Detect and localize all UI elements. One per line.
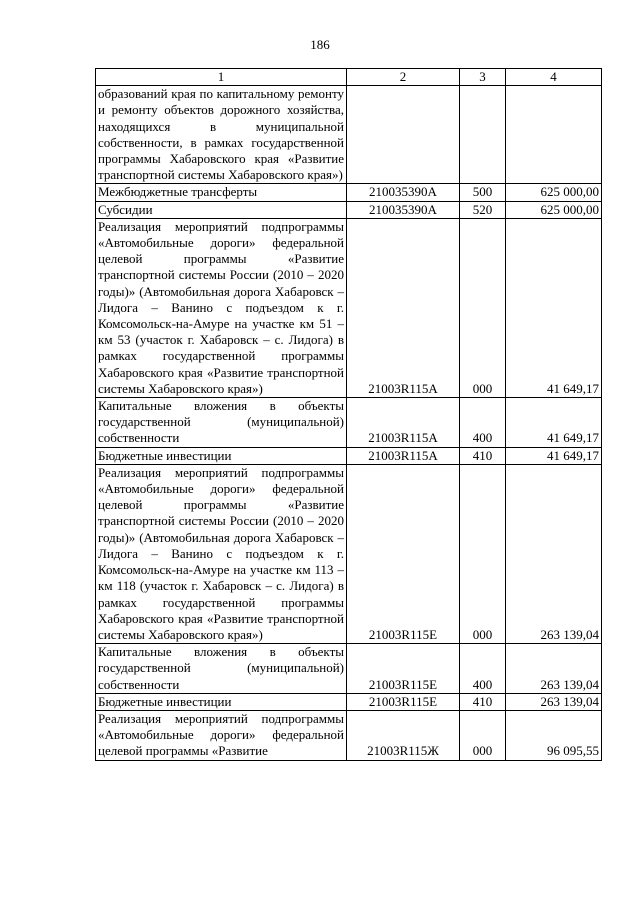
table-header-row — [96, 69, 602, 86]
table-row — [96, 447, 602, 464]
row-name: Реализация мероприятий подпрограммы «Автомобильные дороги» федеральной целевой программы «Развитие транспортной системы России (2010 – 2020 годы)» (Автомобильная дорога Хабаровск – Лидога – Ванино с подъездом к г. Комсомольск-на-Амуре на участке км 113 – км 118 (участок г. Хабаровск – с. Лидога) в рамках государственной программы Хабаровского края «Развитие транспортной системы Хабаровского края») — [96, 464, 347, 643]
page-number: 186 — [310, 37, 330, 52]
row-amount: 41 649,17 — [506, 447, 602, 464]
budget-table — [95, 68, 602, 761]
row-expense-type: 400 — [460, 398, 506, 448]
row-amount: 263 139,04 — [506, 644, 602, 694]
column-header: 4 — [506, 69, 602, 86]
row-target-article: 210035390А — [347, 184, 460, 201]
row-amount: 41 649,17 — [506, 218, 602, 397]
table-row — [96, 398, 602, 448]
row-expense-type: 410 — [460, 447, 506, 464]
column-header: 1 — [96, 69, 347, 86]
row-amount: 625 000,00 — [506, 184, 602, 201]
row-name: Капитальные вложения в объекты государственной (муниципальной) собственности — [96, 644, 347, 694]
row-target-article: 21003R115А — [347, 447, 460, 464]
row-name: Субсидии — [96, 201, 347, 218]
table-row — [96, 644, 602, 694]
column-header: 3 — [460, 69, 506, 86]
row-expense-type: 500 — [460, 184, 506, 201]
table-row — [96, 710, 602, 760]
row-amount: 41 649,17 — [506, 398, 602, 448]
row-target-article: 21003R115Е — [347, 693, 460, 710]
row-expense-type: 400 — [460, 644, 506, 694]
table-row — [96, 464, 602, 643]
row-expense-type — [460, 86, 506, 184]
row-expense-type: 000 — [460, 464, 506, 643]
row-expense-type: 520 — [460, 201, 506, 218]
row-target-article: 21003R115Е — [347, 464, 460, 643]
row-name: Бюджетные инвестиции — [96, 693, 347, 710]
row-target-article: 21003R115А — [347, 218, 460, 397]
row-amount: 96 095,55 — [506, 710, 602, 760]
row-amount: 263 139,04 — [506, 693, 602, 710]
row-amount: 625 000,00 — [506, 201, 602, 218]
row-target-article — [347, 86, 460, 184]
row-target-article: 21003R115Ж — [347, 710, 460, 760]
row-expense-type: 000 — [460, 218, 506, 397]
table-row — [96, 184, 602, 201]
column-header: 2 — [347, 69, 460, 86]
row-name: Капитальные вложения в объекты государственной (муниципальной) собственности — [96, 398, 347, 448]
row-expense-type: 000 — [460, 710, 506, 760]
row-name: Межбюджетные трансферты — [96, 184, 347, 201]
row-name: Бюджетные инвестиции — [96, 447, 347, 464]
row-name: образований края по капитальному ремонту и ремонту объектов дорожного хозяйства, находящихся в муниципальной собственности, в рамках государственной программы Хабаровского края «Развитие транспортной системы Хабаровского края») — [96, 86, 347, 184]
row-target-article: 210035390А — [347, 201, 460, 218]
table-row — [96, 218, 602, 397]
table-row — [96, 693, 602, 710]
table-row — [96, 201, 602, 218]
row-amount: 263 139,04 — [506, 464, 602, 643]
row-target-article: 21003R115Е — [347, 644, 460, 694]
row-amount — [506, 86, 602, 184]
table-row — [96, 86, 602, 184]
row-name: Реализация мероприятий подпрограммы «Автомобильные дороги» федеральной целевой программы «Развитие транспортной системы России (2010 – 2020 годы)» (Автомобильная дорога Хабаровск – Лидога – Ванино с подъездом к г. Комсомольск-на-Амуре на участке км 51 – км 53 (участок г. Хабаровск – с. Лидога) в рамках государственной программы Хабаровского края «Развитие транспортной системы Хабаровского края») — [96, 218, 347, 397]
row-expense-type: 410 — [460, 693, 506, 710]
row-target-article: 21003R115А — [347, 398, 460, 448]
row-name: Реализация мероприятий подпрограммы «Автомобильные дороги» федеральной целевой программы «Развитие — [96, 710, 347, 760]
